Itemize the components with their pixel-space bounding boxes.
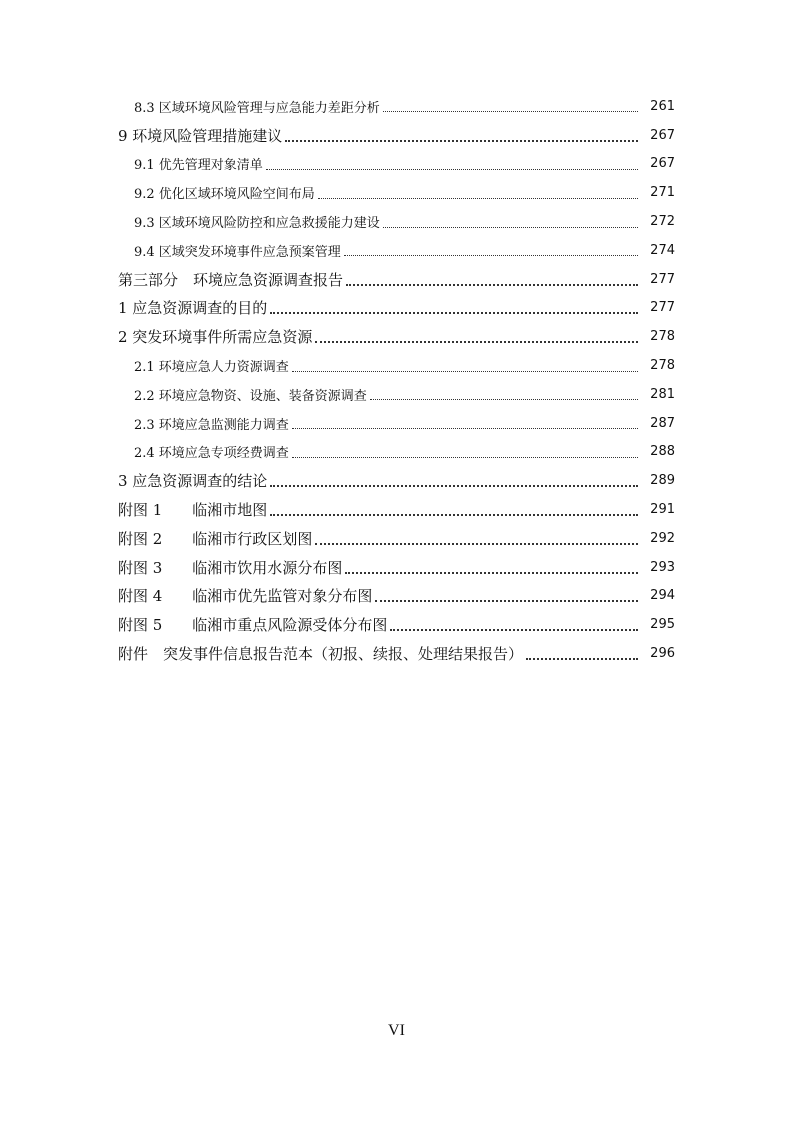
- toc-entry-title: 附图 2 临湘市行政区划图: [118, 529, 313, 548]
- toc-entry-page: 277: [650, 271, 675, 287]
- toc-entry-title: 第三部分 环境应急资源调查报告: [118, 270, 344, 289]
- page-number: VI: [388, 1022, 405, 1039]
- toc-dot-leader: [383, 110, 638, 112]
- toc-entry-title: 附件 突发事件信息报告范本（初报、续报、处理结果报告）: [118, 645, 524, 664]
- toc-entry-page: 267: [650, 156, 675, 172]
- toc-entry-title: 2.3 环境应急监测能力调查: [134, 417, 289, 433]
- toc-entry-title: 9.3 区域环境风险防控和应急救援能力建设: [134, 216, 380, 232]
- toc-entry[interactable]: [0, 524, 793, 553]
- toc-entry-page: 272: [650, 214, 675, 230]
- toc-entry[interactable]: [0, 553, 793, 582]
- toc-entry-page: 296: [650, 646, 675, 662]
- toc-dot-leader: [390, 628, 638, 631]
- toc-entry-title: 9 环境风险管理措施建议: [118, 126, 283, 145]
- toc-entry[interactable]: [0, 178, 793, 207]
- toc-dot-leader: [375, 599, 638, 602]
- toc-dot-leader: [270, 311, 638, 314]
- toc-entry-page: 271: [650, 185, 675, 201]
- toc-entry-page: 291: [650, 502, 675, 518]
- toc-dot-leader: [344, 254, 638, 256]
- toc-dot-leader: [292, 427, 638, 429]
- toc-dot-leader: [318, 197, 638, 199]
- toc-entry[interactable]: [0, 438, 793, 467]
- toc-entry-title: 2 突发环境事件所需应急资源: [118, 328, 313, 347]
- toc-entry-title: 2.4 环境应急专项经费调查: [134, 446, 289, 462]
- toc-entry-page: 274: [650, 242, 675, 258]
- toc-dot-leader: [270, 513, 638, 516]
- toc-entry-page: 261: [650, 98, 675, 114]
- toc-dot-leader: [315, 340, 638, 343]
- toc-entry-title: 附图 1 临湘市地图: [118, 501, 268, 520]
- toc-entry-page: 287: [650, 415, 675, 431]
- toc-entry-page: 289: [650, 473, 675, 489]
- toc-entry[interactable]: [0, 495, 793, 524]
- toc-entry-page: 288: [650, 444, 675, 460]
- toc-entry[interactable]: [0, 92, 793, 121]
- toc-entry[interactable]: [0, 294, 793, 323]
- toc-entry[interactable]: [0, 466, 793, 495]
- toc-entry-title: 附图 5 临湘市重点风险源受体分布图: [118, 616, 388, 635]
- toc-entry-title: 附图 3 临湘市饮用水源分布图: [118, 558, 343, 577]
- toc-entry[interactable]: [0, 610, 793, 639]
- toc-dot-leader: [285, 139, 638, 142]
- toc-entry[interactable]: [0, 150, 793, 179]
- toc-dot-leader: [346, 283, 638, 286]
- toc-entry-page: 295: [650, 617, 675, 633]
- toc-entry-page: 277: [650, 300, 675, 316]
- toc-entry[interactable]: [0, 582, 793, 611]
- toc-entry[interactable]: [0, 322, 793, 351]
- toc-entry-title: 3 应急资源调查的结论: [118, 472, 268, 491]
- toc-entry-page: 278: [650, 329, 675, 345]
- toc-entry[interactable]: [0, 409, 793, 438]
- toc-entry-title: 2.1 环境应急人力资源调查: [134, 360, 289, 376]
- toc-dot-leader: [526, 657, 638, 660]
- toc-entry[interactable]: [0, 639, 793, 668]
- toc-entry-title: 8.3 区域环境风险管理与应急能力差距分析: [134, 100, 380, 116]
- toc-entry-title: 9.2 优化区域环境风险空间布局: [134, 187, 315, 203]
- toc-entry-title: 2.2 环境应急物资、设施、装备资源调查: [134, 388, 367, 404]
- table-of-contents: [0, 92, 793, 668]
- toc-dot-leader: [345, 571, 638, 574]
- toc-entry-page: 278: [650, 358, 675, 374]
- toc-dot-leader: [383, 226, 638, 228]
- toc-dot-leader: [370, 398, 638, 400]
- toc-entry-title: 1 应急资源调查的目的: [118, 299, 268, 318]
- toc-entry-page: 281: [650, 386, 675, 402]
- toc-entry[interactable]: [0, 265, 793, 294]
- toc-dot-leader: [292, 370, 638, 372]
- toc-entry-page: 294: [650, 588, 675, 604]
- toc-entry[interactable]: [0, 380, 793, 409]
- toc-dot-leader: [292, 456, 638, 458]
- toc-entry[interactable]: [0, 236, 793, 265]
- toc-entry-title: 附图 4 临湘市优先监管对象分布图: [118, 587, 373, 606]
- toc-dot-leader: [315, 542, 638, 545]
- toc-entry[interactable]: [0, 351, 793, 380]
- toc-dot-leader: [270, 484, 638, 487]
- toc-dot-leader: [266, 168, 638, 170]
- toc-entry-title: 9.1 优先管理对象清单: [134, 158, 263, 174]
- toc-entry-page: 293: [650, 559, 675, 575]
- toc-entry-page: 267: [650, 127, 675, 143]
- toc-entry[interactable]: [0, 207, 793, 236]
- toc-entry[interactable]: [0, 121, 793, 150]
- toc-entry-title: 9.4 区域突发环境事件应急预案管理: [134, 244, 341, 260]
- toc-entry-page: 292: [650, 530, 675, 546]
